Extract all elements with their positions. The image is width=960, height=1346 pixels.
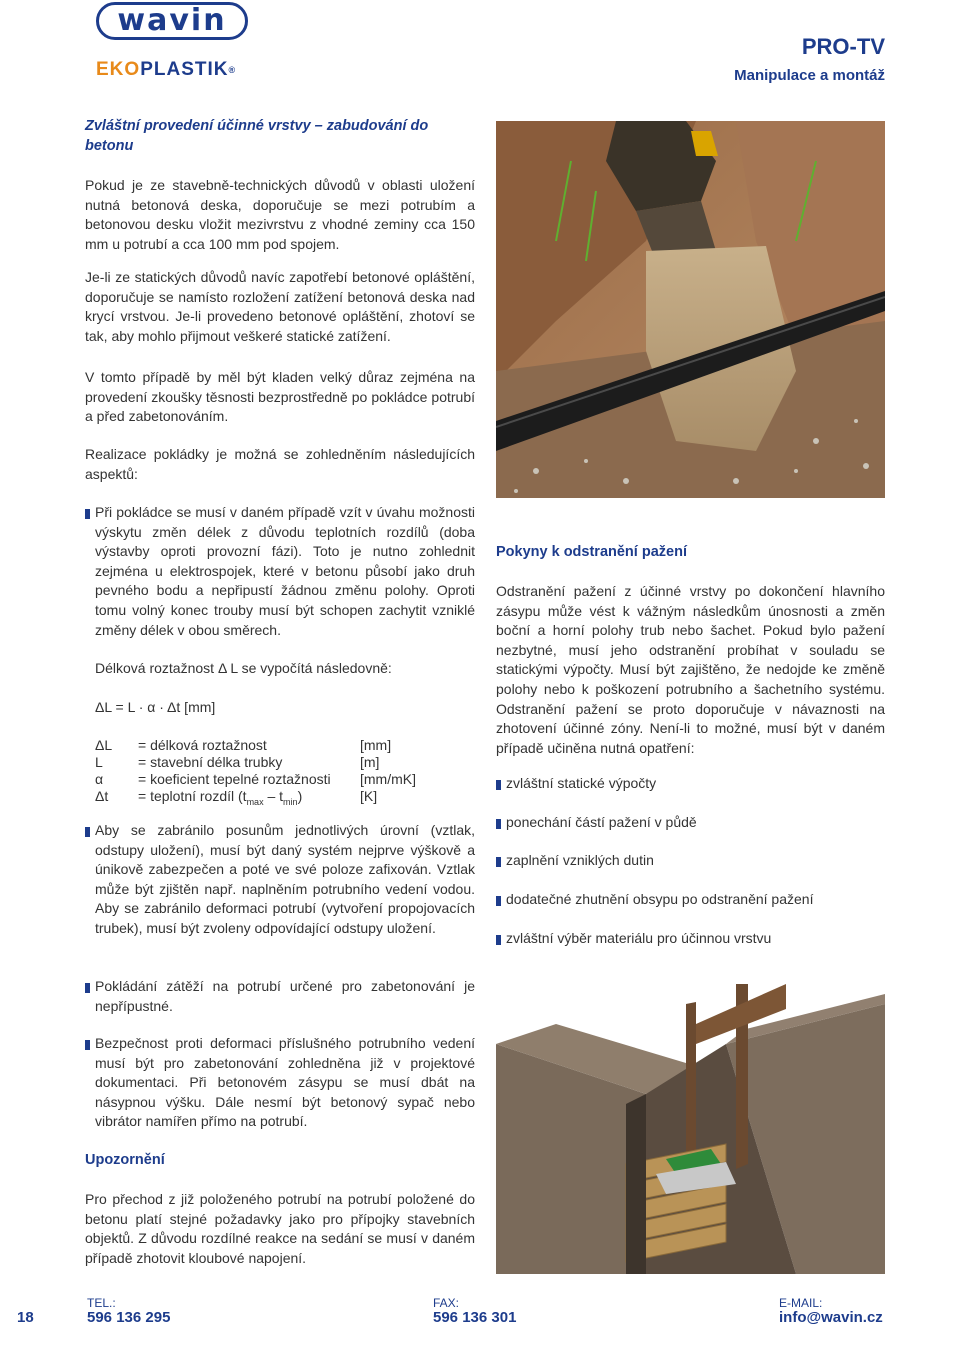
logo-plastik-text: PLASTIK (140, 59, 229, 80)
var-desc-mid: – t (263, 788, 284, 804)
email-label: E-MAIL: (779, 1296, 823, 1310)
bullet-marker (496, 896, 501, 906)
bullet-text: Při pokládce se musí v daném případě vzít v úvahu možnosti výskytu změn délek z důvodu teplotních rozdílů (doba výstavby oproti provozní fázi). Toto je nutno zohlednit zejména u elektrospojek, které v betonu působí jako druh pevného bodu a nepřipustí žádnou změnu polohy. Oproti tomu volný konec trouby musí být schopen zachytit vzniklé změny délek v obou směrech. (95, 504, 475, 638)
right-list-item-text: dodatečné zhutnění obsypu po odstranění pažení (506, 891, 814, 907)
var-symbol: α (95, 771, 104, 787)
excavator-photo-svg (496, 121, 885, 498)
excavator-photo (496, 121, 885, 498)
right-list-item (496, 813, 885, 833)
shoring-illustration (496, 984, 885, 1274)
var-desc-text: = teplotní rozdíl (t (138, 788, 247, 804)
wavin-logo-text: wavin (117, 3, 227, 38)
bullet-marker (496, 780, 501, 790)
right-list-item-text: ponechání částí pažení v půdě (506, 814, 697, 830)
tel-value: 596 136 295 (87, 1309, 171, 1326)
bullet-marker (496, 935, 501, 945)
var-symbol: ΔL (95, 737, 113, 753)
right-list-item (496, 774, 885, 794)
ekoplastik-logo (96, 58, 236, 82)
var-unit: [mm] (360, 737, 392, 753)
bullet-text: Bezpečnost proti deformaci příslušného potrubního vedení musí být pro zabetonování zohledněna již v projektové dokumentaci. Při betonovém zásypu se musí dbát na násypnou výšku. Dále nesmí být betonový sypač nebo vibrátor namířen přímo na potrubí. (95, 1035, 475, 1130)
header-subtitle: Manipulace a montáž (734, 67, 885, 84)
var-description (138, 787, 302, 811)
wavin-logo (96, 2, 248, 40)
shoring-illustration-svg (496, 984, 885, 1274)
subscript-min: min (283, 797, 298, 807)
right-section-heading: Pokyny k odstranění pažení (496, 544, 687, 560)
subscript-max: max (246, 797, 264, 807)
bullet-marker (85, 509, 90, 519)
var-unit: [m] (360, 754, 380, 770)
bullet-buoyancy (85, 821, 475, 939)
var-unit: [K] (360, 788, 378, 804)
fax-value: 596 136 301 (433, 1309, 517, 1326)
paragraph-1: Pokud je ze stavebně-technických důvodů v oblasti uložení nutná betonová deska, doporučuje se mezi potrubím a betonovou desku vložit mezivrstvu z vhodné zeminy cca 150 mm u potrubí a cca 100 mm pod spojem. (85, 177, 475, 252)
var-unit: [mm/mK] (360, 771, 416, 787)
var-symbol: L (95, 754, 103, 770)
bullet-text: Aby se zabránilo posunům jednotlivých úrovní (vztlak, odstupy uložení), musí být daný systém nejprve výškově a únikově zabezpečen a poté ve své poloze zafixován. Vztlak může být zjištěn např. naplněním potrubního vedení vodou. Aby se zabránilo deformaci potrubí (vytvoření propojovacích trubek), musí být zvoleny odpovídající odstupy uložení. (95, 822, 475, 936)
bullet-marker (85, 827, 90, 837)
page-number: 18 (17, 1309, 34, 1326)
bullet-thermal-expansion (85, 503, 475, 640)
bullet-marker (496, 819, 501, 829)
right-list-item-text: zaplnění vzniklých dutin (506, 852, 654, 868)
paragraph-3: V tomto případě by měl být kladen velký důraz zejména na provedení zkoušky těsnosti bezprostředně po pokládce potrubí a před zabetonováním. (85, 369, 475, 425)
var-description: = délková roztažnost (138, 737, 267, 753)
header-title: PRO-TV (801, 34, 885, 59)
bullet-loads (85, 977, 475, 1016)
var-desc-end: ) (297, 788, 303, 804)
right-list-item (496, 929, 885, 949)
var-symbol: Δt (95, 788, 109, 804)
right-list-item (496, 890, 885, 910)
right-paragraph: Odstranění pažení z účinné vrstvy po dokončení hlavního zásypu může vést k vážným následkům únosnosti a změn boční a horní polohy trub nebo šachet. Pokud bylo pažení nezbytné, musí jeho odstranění probíhat v souladu se statickými výpočty. Musí být zajištěno, že nedojde ke změně polohy nebo k poškození potrubního a šachetního systému. Odstranění pažení se proto doporučuje v návaznosti na zhotovení účinné zóny. Není-li to možné, musí být v daném případě učiněna nutná opatření: (496, 583, 885, 756)
formula-intro: Délková roztažnost Δ L se vypočítá následovně: (95, 660, 392, 676)
bullet-text: Pokládání zátěží na potrubí určené pro zabetonování je nepřípustné. (95, 978, 475, 1014)
paragraph-2: Je-li ze statických důvodů navíc zapotřebí betonové opláštění, doporučuje se namísto rozložení zatížení betonová deska nad krycí vrstvou. Je-li provedeno betonové opláštění, zhotoví se tak, aby mohlo přijmout veškeré statické zatížení. (85, 269, 475, 344)
bullet-marker (85, 983, 90, 993)
section-heading-concrete: Zvláštní provedení účinné vrstvy – zabudování do betonu (85, 118, 429, 154)
bullet-deformation (85, 1034, 475, 1132)
bullet-marker (496, 857, 501, 867)
warning-heading: Upozornění (85, 1152, 165, 1168)
logo-eko-text: EKO (96, 59, 141, 80)
fax-label: FAX: (433, 1296, 460, 1310)
warning-text: Pro přechod z již položeného potrubí na potrubí položené do betonu platí stejné požadavky jako pro přípojky stavebních objektů. Z důvodu rozdílné reakce na sedání se musí v daném případě zhotovit kloubové napojení. (85, 1191, 475, 1266)
email-link[interactable]: info@wavin.cz (779, 1309, 883, 1326)
tel-label: TEL.: (87, 1296, 116, 1310)
var-description: = koeficient tepelné roztažnosti (138, 771, 331, 787)
bullet-marker (85, 1040, 90, 1050)
formula: ΔL = L · α · Δt [mm] (95, 699, 216, 715)
right-list-item-text: zvláštní výběr materiálu pro účinnou vrstvu (506, 930, 772, 946)
right-list-item (496, 851, 885, 871)
var-description: = stavební délka trubky (138, 754, 283, 770)
right-list-item-text: zvláštní statické výpočty (506, 775, 657, 791)
paragraph-4: Realizace pokládky je možná se zohledněním následujících aspektů: (85, 446, 475, 482)
logo-registered-mark: ® (228, 65, 237, 75)
